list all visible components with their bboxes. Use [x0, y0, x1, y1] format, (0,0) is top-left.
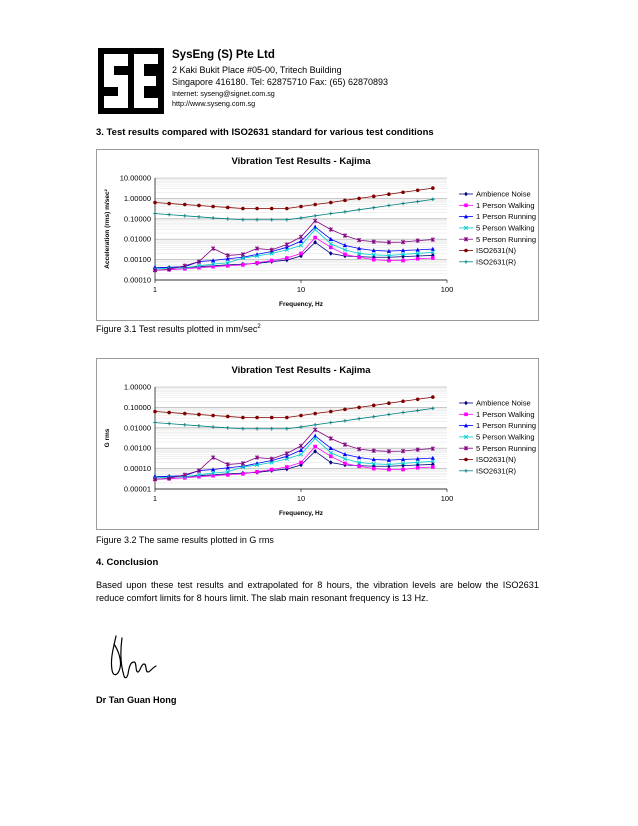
data-point	[270, 468, 274, 472]
legend-label: Ambience Noise	[476, 189, 531, 199]
data-point	[153, 201, 157, 205]
series-iso2631-r-	[153, 198, 434, 222]
legend-label: 1 Person Running	[476, 421, 537, 431]
legend-marker	[464, 401, 468, 406]
legend-marker	[464, 192, 468, 197]
chart-title: Vibration Test Results - Kajima	[231, 365, 371, 376]
data-point	[416, 466, 420, 470]
signature-image	[104, 632, 164, 687]
data-point	[226, 217, 230, 221]
data-point	[285, 416, 289, 420]
data-point	[313, 214, 317, 218]
data-point	[357, 197, 361, 201]
legend-entry	[459, 224, 535, 233]
data-point	[299, 425, 303, 429]
data-point	[313, 203, 317, 207]
data-point	[241, 218, 245, 222]
data-point	[299, 235, 303, 240]
data-point	[255, 470, 259, 474]
data-point	[387, 413, 391, 417]
data-point	[183, 214, 187, 218]
data-point	[372, 404, 376, 408]
data-point	[329, 251, 333, 256]
legend-entry	[459, 257, 517, 266]
data-point	[285, 207, 289, 211]
y-tick-label: 0.00010	[123, 464, 151, 474]
legend-label: Ambience Noise	[476, 398, 531, 408]
legend-label: ISO2631(N)	[476, 246, 517, 256]
data-point	[153, 212, 157, 216]
chart-1	[96, 149, 539, 321]
data-point	[241, 427, 245, 431]
data-point	[401, 468, 405, 472]
data-point	[226, 426, 230, 430]
legend-label: 5 Person Running	[476, 234, 537, 244]
legend-entry	[459, 201, 535, 210]
data-point	[211, 216, 215, 220]
data-point	[343, 419, 347, 423]
data-point	[357, 255, 361, 259]
legend-label: 5 Person Walking	[476, 432, 535, 442]
data-point	[401, 411, 405, 415]
data-point	[270, 427, 274, 431]
y-axis-label: Acceleration (rms) m/sec²	[104, 189, 111, 269]
data-point	[329, 460, 333, 465]
data-point	[183, 412, 187, 416]
data-point	[372, 195, 376, 199]
data-point	[241, 263, 245, 267]
x-tick-label: 10	[296, 494, 306, 503]
y-tick-label: 0.01000	[123, 423, 151, 433]
data-point	[167, 213, 171, 217]
data-point	[343, 462, 347, 466]
data-point	[343, 199, 347, 203]
y-tick-label: 0.00100	[123, 255, 151, 265]
legend-label: 5 Person Running	[476, 443, 537, 453]
legend-label: 1 Person Walking	[476, 409, 535, 419]
data-point	[299, 205, 303, 209]
data-point	[211, 205, 215, 209]
x-tick-label: 100	[440, 494, 454, 503]
data-point	[372, 467, 376, 471]
y-tick-label: 10.00000	[119, 173, 151, 183]
data-point	[313, 236, 317, 240]
data-point	[357, 406, 361, 410]
data-point	[431, 395, 435, 399]
data-point	[167, 422, 171, 426]
data-point	[313, 445, 317, 449]
data-point	[343, 253, 347, 257]
data-point	[285, 242, 289, 247]
y-tick-label: 0.00100	[123, 443, 151, 453]
data-point	[299, 444, 303, 449]
figure-2-caption: Figure 3.2 The same results plotted in G rms	[96, 535, 274, 545]
legend-entry	[459, 466, 517, 475]
data-point	[299, 252, 303, 256]
signer-name: Dr Tan Guan Hong	[96, 695, 177, 705]
data-point	[270, 416, 274, 420]
data-point	[401, 202, 405, 206]
data-point	[299, 216, 303, 220]
data-point	[197, 413, 201, 417]
legend-entry	[459, 399, 531, 408]
data-point	[431, 465, 435, 469]
x-tick-label: 1	[152, 285, 158, 294]
legend-label: ISO2631(R)	[476, 466, 517, 476]
data-point	[329, 246, 333, 250]
legend-marker	[464, 204, 468, 208]
section-3-heading: 3. Test results compared with ISO2631 standard for various test conditions	[96, 127, 434, 138]
series-line	[155, 438, 433, 477]
legend-label: 5 Person Walking	[476, 223, 535, 233]
data-point	[167, 411, 171, 415]
data-point	[197, 215, 201, 219]
legend-entry	[459, 235, 536, 244]
data-point	[183, 203, 187, 207]
y-axis-label: G rms	[104, 428, 111, 448]
data-point	[226, 206, 230, 210]
data-point	[197, 424, 201, 428]
legend-entry	[459, 246, 517, 255]
legend-entry	[459, 444, 536, 453]
legend-label: ISO2631(R)	[476, 257, 517, 267]
series-iso2631-r-	[153, 407, 434, 431]
data-point	[241, 207, 245, 211]
y-tick-label: 1.00000	[123, 382, 151, 392]
data-point	[211, 425, 215, 429]
company-address-line2: Singapore 416180. Tel: 62875710 Fax: (65) 62870893	[172, 77, 389, 87]
data-point	[183, 423, 187, 427]
data-point	[357, 464, 361, 468]
data-point	[285, 465, 289, 469]
conclusion-paragraph: Based upon these test results and extrapolated for 8 hours, the vibration levels are below the ISO2631 reduce comfort limits for 8 hours limit. The slab main resonant frequency is 13 Hz.	[96, 580, 539, 603]
figure-1-caption-superscript: 2	[257, 324, 261, 330]
series-line	[155, 408, 433, 428]
x-tick-label: 100	[440, 285, 454, 294]
company-email: Internet: syseng@signet.com.sg	[172, 89, 275, 98]
data-point	[372, 258, 376, 262]
y-tick-label: 0.10000	[123, 402, 151, 412]
data-point	[329, 212, 333, 216]
data-point	[431, 256, 435, 260]
legend-marker	[464, 249, 468, 253]
data-point	[343, 210, 347, 214]
data-point	[313, 423, 317, 427]
data-point	[343, 408, 347, 412]
series-line	[155, 199, 433, 219]
data-point	[329, 410, 333, 414]
data-point	[416, 188, 420, 192]
data-point	[387, 204, 391, 208]
legend-marker	[464, 260, 468, 264]
data-point	[401, 190, 405, 194]
company-address-line1: 2 Kaki Bukit Place #05-00, Tritech Building	[172, 65, 342, 75]
data-point	[416, 397, 420, 401]
chart-title: Vibration Test Results - Kajima	[231, 156, 371, 167]
data-point	[387, 259, 391, 263]
legend-label: ISO2631(N)	[476, 455, 517, 465]
figure-1-caption	[96, 324, 261, 334]
data-point	[431, 186, 435, 190]
data-point	[329, 421, 333, 425]
data-point	[241, 472, 245, 476]
legend-marker	[464, 469, 468, 473]
data-point	[285, 218, 289, 222]
y-tick-label: 0.01000	[123, 234, 151, 244]
data-point	[401, 259, 405, 263]
data-point	[255, 261, 259, 265]
data-point	[255, 427, 259, 431]
data-point	[255, 218, 259, 222]
legend-marker	[464, 458, 468, 462]
data-point	[255, 207, 259, 211]
x-tick-label: 10	[296, 285, 306, 294]
data-point	[226, 415, 230, 419]
legend-entry	[459, 455, 517, 464]
x-axis-label: Frequency, Hz	[279, 301, 323, 308]
data-point	[329, 201, 333, 205]
section-4-heading: 4. Conclusion	[96, 557, 159, 568]
legend-entry	[459, 212, 536, 221]
y-tick-label: 1.00000	[123, 193, 151, 203]
data-point	[167, 202, 171, 206]
data-point	[329, 455, 333, 459]
data-point	[387, 401, 391, 405]
series-line	[155, 229, 433, 268]
x-axis-label: Frequency, Hz	[279, 510, 323, 517]
data-point	[431, 198, 435, 202]
company-logo	[98, 48, 164, 114]
data-point	[197, 204, 201, 208]
legend-entry	[459, 433, 535, 442]
data-point	[285, 451, 289, 456]
data-point	[153, 410, 157, 414]
y-tick-label: 0.10000	[123, 214, 151, 224]
data-point	[313, 412, 317, 416]
legend-entry	[459, 190, 531, 199]
legend-entry	[459, 421, 536, 430]
data-point	[416, 257, 420, 261]
legend-entry	[459, 410, 535, 419]
x-tick-label: 1	[152, 494, 158, 503]
y-tick-label: 0.00001	[123, 484, 151, 494]
data-point	[270, 218, 274, 222]
data-point	[211, 455, 215, 460]
legend-marker	[464, 413, 468, 417]
figure-1-caption-text: Figure 3.1 Test results plotted in mm/sec	[96, 324, 258, 334]
data-point	[211, 246, 215, 251]
data-point	[255, 416, 259, 420]
data-point	[401, 399, 405, 403]
data-point	[211, 414, 215, 418]
data-point	[299, 461, 303, 465]
data-point	[357, 417, 361, 421]
data-point	[270, 259, 274, 263]
data-point	[153, 421, 157, 425]
data-point	[431, 407, 435, 411]
legend-label: 1 Person Walking	[476, 200, 535, 210]
data-point	[241, 416, 245, 420]
data-point	[270, 207, 274, 211]
data-point	[299, 414, 303, 418]
data-point	[387, 192, 391, 196]
chart-2	[96, 358, 539, 530]
y-tick-label: 0.00010	[123, 275, 151, 285]
company-website: http://www.syseng.com.sg	[172, 99, 256, 108]
data-point	[357, 208, 361, 212]
company-name: SysEng (S) Pte Ltd	[172, 49, 275, 61]
data-point	[387, 468, 391, 472]
data-point	[285, 256, 289, 260]
data-point	[285, 427, 289, 431]
legend-label: 1 Person Running	[476, 212, 537, 222]
